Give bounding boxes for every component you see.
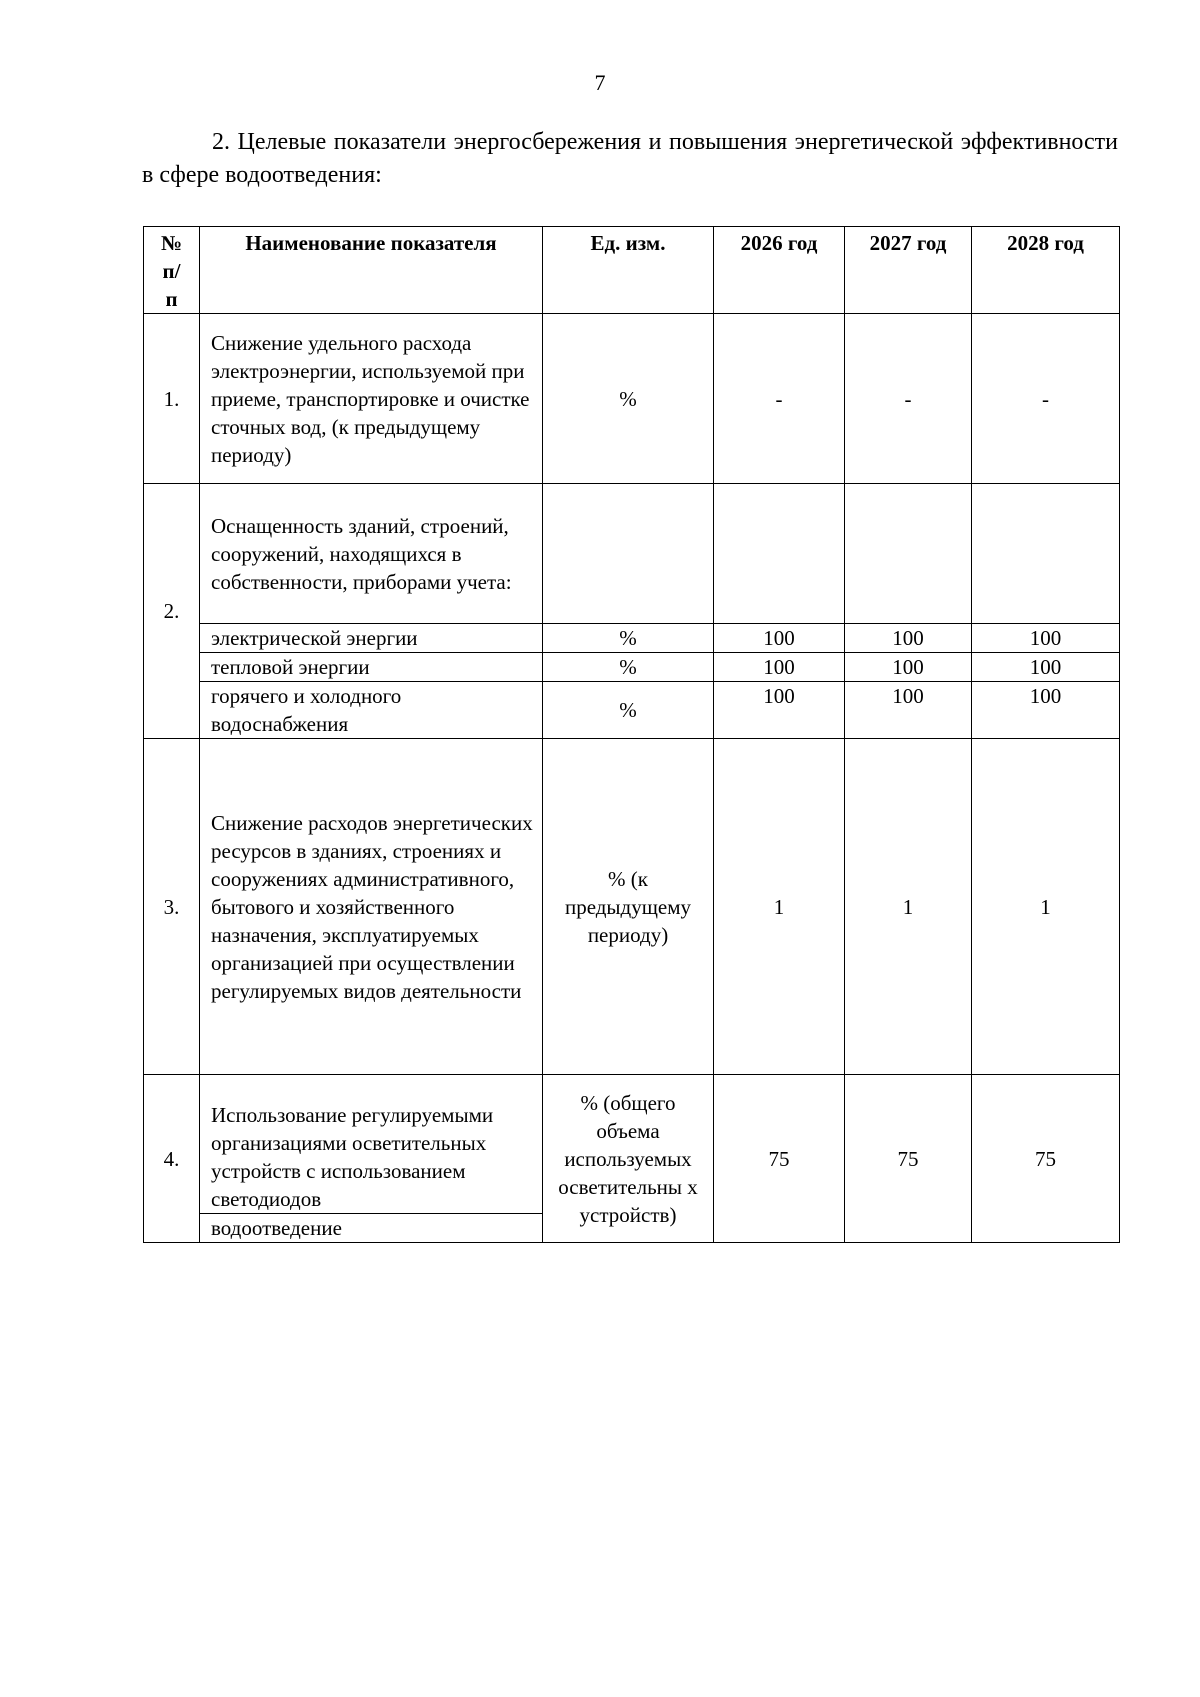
header-2026: 2026 год	[714, 227, 845, 314]
row3-num: 3.	[144, 739, 200, 1075]
table-row	[144, 314, 1120, 484]
row2c-name: горячего и холодного водоснабжения	[200, 682, 543, 739]
table-row	[144, 1075, 1120, 1243]
row3-unit	[543, 739, 714, 1075]
row2a-2028: 100	[972, 624, 1120, 653]
header-name: Наименование показателя	[200, 227, 543, 314]
table-subrow	[144, 653, 1120, 682]
page-number: 7	[594, 70, 606, 95]
row2-2026-empty	[714, 484, 845, 624]
row3-2026: 1	[714, 739, 845, 1075]
row3-name: Снижение расходов энергетических ресурсов в зданиях, строениях и сооружениях административного, бытового и хозяйственного назначения, эксплуатируемых организацией при осуществлении регулируемых видов деятельности	[200, 739, 543, 1075]
section-heading	[142, 126, 1118, 192]
row2a-unit: %	[543, 624, 714, 653]
table-row	[144, 739, 1120, 1075]
row2-2027-empty	[845, 484, 972, 624]
header-2028: 2028 год	[972, 227, 1120, 314]
row1-name: Снижение удельного расхода электроэнергии, используемой при приеме, транспортировке и очистке сточных вод, (к предыдущему периоду)	[200, 314, 543, 484]
row1-2026: -	[714, 314, 845, 484]
row1-unit: %	[543, 314, 714, 484]
row2c-2027: 100	[845, 682, 972, 739]
row3-2028: 1	[972, 739, 1120, 1075]
row1-num: 1.	[144, 314, 200, 484]
row4-num: 4.	[144, 1075, 200, 1243]
row2-name: Оснащенность зданий, строений, сооружений, находящихся в собственности, приборами учета:	[200, 484, 543, 624]
row3-2027: 1	[845, 739, 972, 1075]
header-2027: 2027 год	[845, 227, 972, 314]
table-subrow	[144, 624, 1120, 653]
row4-unit	[543, 1075, 714, 1243]
row2b-2027: 100	[845, 653, 972, 682]
header-num	[144, 227, 200, 314]
row2-num: 2.	[144, 484, 200, 739]
row1-2027: -	[845, 314, 972, 484]
row2c-2028: 100	[972, 682, 1120, 739]
row4-2028: 75	[972, 1075, 1120, 1243]
header-unit: Ед. изм.	[543, 227, 714, 314]
table-header-row	[144, 227, 1120, 314]
row4-2027: 75	[845, 1075, 972, 1243]
row2b-2026: 100	[714, 653, 845, 682]
row4-name-cell	[200, 1075, 543, 1243]
row3-unit-text: % (к предыдущему периоду)	[564, 866, 692, 947]
row2-unit-empty	[543, 484, 714, 624]
row2a-2027: 100	[845, 624, 972, 653]
row2c-unit: %	[543, 682, 714, 739]
row2b-2028: 100	[972, 653, 1120, 682]
indicators-table	[143, 226, 1120, 1243]
row2b-unit: %	[543, 653, 714, 682]
table-subrow	[144, 682, 1120, 739]
header-num-text: № п/ п	[160, 231, 183, 311]
row2a-name: электрической энергии	[200, 624, 543, 653]
row1-2028: -	[972, 314, 1120, 484]
row4-name: Использование регулируемыми организациями осветительных устройств с использованием светодиодов	[211, 1103, 494, 1211]
row2a-2026: 100	[714, 624, 845, 653]
row2b-name: тепловой энергии	[200, 653, 543, 682]
row4-2026: 75	[714, 1075, 845, 1243]
table-row	[144, 484, 1120, 624]
row2c-2026: 100	[714, 682, 845, 739]
row4-unit-text: % (общего объема используемых осветительны х устройств)	[558, 1090, 698, 1227]
row2-2028-empty	[972, 484, 1120, 624]
heading-text: 2. Целевые показатели энергосбережения и повышения энергетической эффективности в сфере водоотведения:	[142, 129, 1118, 188]
row4-name-sub: водоотведение	[200, 1213, 542, 1242]
